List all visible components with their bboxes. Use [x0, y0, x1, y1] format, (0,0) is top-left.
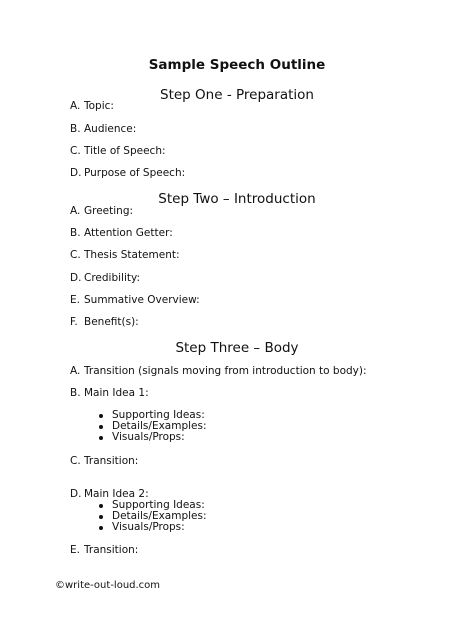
list-item: [70, 100, 114, 112]
copyright-footer: ©write-out-loud.com: [55, 580, 161, 591]
list-item: [70, 272, 140, 284]
list-item: [70, 145, 166, 157]
item-letter: E.: [70, 544, 80, 556]
item-letter: C.: [70, 455, 81, 467]
list-item: [70, 249, 180, 261]
document-title: Sample Speech Outline: [148, 57, 326, 73]
list-item: [70, 455, 138, 467]
item-letter: C.: [70, 145, 81, 157]
bullet-item: Visuals/Props:: [98, 432, 207, 443]
item-letter: C.: [70, 249, 81, 261]
item-text: Main Idea 2:: [84, 488, 149, 500]
item-text: Summative Overview:: [84, 294, 200, 306]
item-text: Transition:: [84, 455, 139, 467]
item-letter: A.: [70, 205, 81, 217]
item-text: Transition (signals moving from introduction to body):: [84, 365, 367, 377]
bullet-item: Supporting Ideas:: [98, 500, 207, 511]
list-item: [70, 316, 139, 328]
list-item: [70, 544, 138, 556]
item-text: Main Idea 1:: [84, 387, 149, 399]
list-item: [70, 387, 149, 399]
bullet-item: Supporting Ideas:: [98, 410, 207, 421]
list-item: [70, 365, 367, 377]
item-letter: D.: [70, 488, 82, 500]
item-text: Greeting:: [84, 205, 134, 217]
section-heading-step-one: Step One - Preparation: [160, 87, 314, 103]
section-heading-step-two: Step Two – Introduction: [158, 191, 316, 207]
item-letter: D.: [70, 272, 82, 284]
item-letter: A.: [70, 365, 81, 377]
list-item: [70, 205, 133, 217]
list-item: [70, 123, 136, 135]
item-letter: B.: [70, 387, 81, 399]
item-text: Credibility:: [84, 272, 140, 284]
list-item: [70, 227, 173, 239]
bullet-item: Details/Examples:: [98, 421, 207, 432]
item-letter: D.: [70, 167, 82, 179]
section-heading-step-three: Step Three – Body: [175, 340, 299, 356]
item-text: Attention Getter:: [84, 227, 173, 239]
item-text: Benefit(s):: [84, 316, 139, 328]
bullet-list: [98, 500, 207, 533]
bullet-item: Visuals/Props:: [98, 522, 207, 533]
item-text: Audience:: [84, 123, 137, 135]
item-letter: B.: [70, 227, 81, 239]
item-text: Thesis Statement:: [84, 249, 180, 261]
list-item: [70, 167, 185, 179]
item-letter: E.: [70, 294, 80, 306]
item-text: Title of Speech:: [84, 145, 166, 157]
item-text: Purpose of Speech:: [84, 167, 186, 179]
bullet-item: Details/Examples:: [98, 511, 207, 522]
item-letter: A.: [70, 100, 81, 112]
item-letter: F.: [70, 316, 78, 328]
list-item: [70, 294, 200, 306]
item-text: Topic:: [84, 100, 114, 112]
item-letter: B.: [70, 123, 81, 135]
bullet-list: [98, 410, 207, 443]
item-text: Transition:: [84, 544, 139, 556]
